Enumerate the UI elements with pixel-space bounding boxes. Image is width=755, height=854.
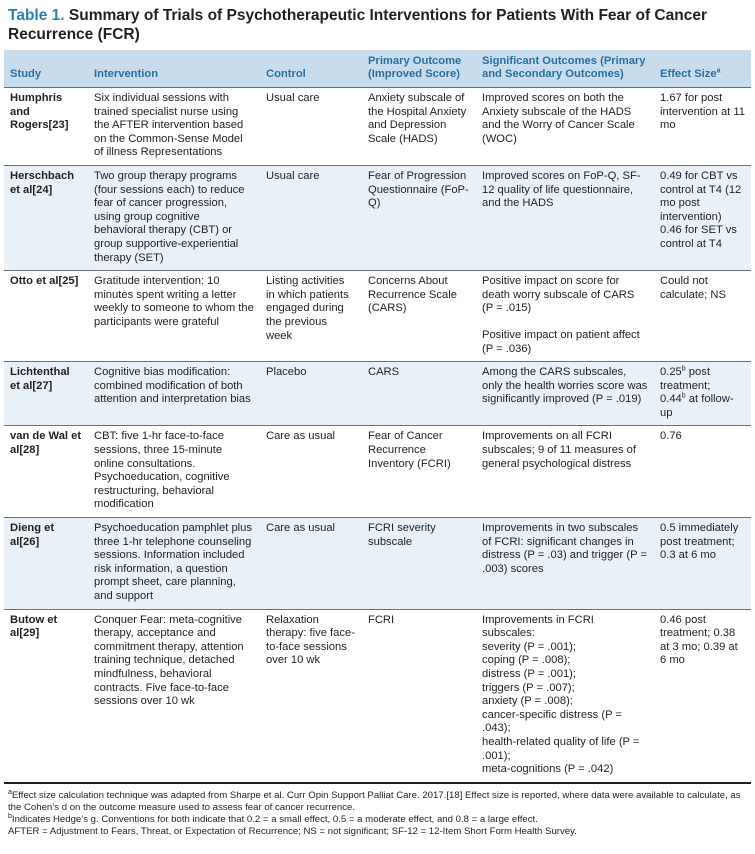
- cell-intervention: Two group therapy programs (four sessions each) to reduce fear of cancer progression, using group cognitive behavioral therapy (CBT) or group supportive-experiential therapy (SET): [94, 169, 245, 264]
- cell-primary: FCRI: [368, 613, 395, 626]
- cell-effect: 1.67 for post intervention at 11 mo: [660, 92, 745, 132]
- cell-outcomes: Improved scores on both the Anxiety subscale of the HADS and the Worry of Cancer Scale (WOC): [482, 92, 635, 145]
- table-title-text: Summary of Trials of Psychotherapeutic Interventions for Patients With Fear of Cancer Recurrence (FCR): [8, 7, 707, 43]
- header-row: [4, 50, 751, 88]
- cell-primary: FCRI severity subscale: [368, 522, 436, 548]
- cell-control: Listing activities in which patients engaged during the previous week: [266, 275, 349, 342]
- cell-study: Lichtenthal et al[27]: [10, 366, 70, 392]
- cell-outcomes: Improvements in two subscales of FCRI: significant changes in distress (P = .03) and trigger (P = .003) scores: [482, 522, 647, 575]
- header-control: Control: [266, 68, 306, 80]
- cell-effect: 0.49 for CBT vs control at T4 (12 mo post intervention) 0.46 for SET vs control at T4: [660, 169, 742, 250]
- trials-table: [4, 50, 751, 783]
- cell-outcomes: Improvements on all FCRI subscales; 9 of 11 measures of general psychological distress: [482, 430, 637, 470]
- cell-outcomes: Among the CARS subscales, only the health worries score was significantly improved (P = .019): [482, 366, 648, 406]
- cell-control: Usual care: [266, 169, 320, 182]
- cell-intervention: Cognitive bias modification: combined modification of both attention and interpretation bias: [94, 366, 251, 406]
- header-intervention: Intervention: [94, 68, 159, 80]
- cell-study: Humphris and Rogers[23]: [10, 92, 69, 132]
- cell-outcomes: Improvements in FCRI subscales: severity (P = .001); coping (P = .008); distress (P = .001); triggers (P = .007); anxiety (P = .008); cancer-specific distress (P = .043); health-related quality of life (P = .001); meta-cognitions (P = .042): [482, 613, 640, 776]
- cell-control: Placebo: [266, 366, 307, 379]
- table-title: [8, 6, 747, 44]
- header-primary-outcome: Primary Outcome (Improved Score): [368, 55, 462, 80]
- cell-primary: Anxiety subscale of the Hospital Anxiety and Depression Scale (HADS): [368, 92, 467, 145]
- table-row: [4, 518, 751, 610]
- footnote-b: $^b$Indicates Hedge’s g. Conventions for both indicate that 0.2 = a small effect, 0.5 = a moderate effect, and 0.8 = a large effect.: [8, 812, 538, 826]
- cell-primary: Fear of Cancer Recurrence Inventory (FCRI): [368, 430, 451, 470]
- cell-effect: Could not calculate; NS: [660, 275, 726, 301]
- cell-outcomes: Improved scores on FoP-Q, SF-12 quality of life questionnaire, and the HADS: [482, 169, 641, 210]
- header-study: Study: [10, 68, 42, 80]
- table-row: [4, 271, 751, 362]
- table-row: [4, 609, 751, 782]
- footnote-a: $^a$Effect size calculation technique was adapted from Sharpe et al. Curr Opin Support Palliat Care. 2017.[18] Effect size is reported, where data were available to calculate, as the Cohen’s d on the outcome measure used to assess fear of cancer recurrence.: [8, 788, 741, 813]
- cell-effect: 0.46 post treatment; 0.38 at 3 mo; 0.39 at 6 mo: [660, 613, 738, 667]
- cell-control: Usual care: [266, 92, 320, 104]
- cell-intervention: Six individual sessions with trained specialist nurse using the AFTER intervention based on the Common-Sense Model of illness Representations: [94, 92, 244, 159]
- cell-study: Otto et al[25]: [10, 275, 79, 288]
- cell-control: Care as usual: [266, 522, 336, 535]
- cell-intervention: CBT: five 1-hr face-to-face sessions, three 15-minute online consultations. Psychoeducation, cognitive restructuring, behavioral modification: [94, 430, 230, 511]
- table-label: Table 1.: [8, 7, 65, 24]
- cell-study: van de Wal et al[28]: [10, 430, 82, 457]
- cell-intervention: Psychoeducation pamphlet plus three 1-hr telephone counseling sessions. Information included risk information, a question prompt sheet, care planning, and support: [94, 522, 252, 602]
- cell-primary: CARS: [368, 366, 400, 379]
- footnotes: [4, 783, 751, 839]
- table-row: [4, 165, 751, 270]
- table-row: [4, 362, 751, 426]
- cell-study: Dieng et al[26]: [10, 522, 55, 548]
- cell-study: Butow et al[29]: [10, 613, 58, 640]
- cell-primary: Concerns About Recurrence Scale (CARS): [368, 275, 457, 315]
- table-row: [4, 426, 751, 518]
- cell-effect: 0.25$^b$ post treatment; 0.44$^b$ at follow-up: [660, 365, 734, 419]
- cell-effect: 0.5 immediately post treatment; 0.3 at 6 mo: [660, 522, 739, 562]
- cell-control: Relaxation therapy: five face-to-face sessions over 10 wk: [266, 613, 355, 667]
- table-row: [4, 88, 751, 166]
- outcome-text: Positive impact on score for death worry subscale of CARS (P = .015): [482, 275, 635, 315]
- cell-control: Care as usual: [266, 430, 336, 443]
- cell-study: Herschbach et al[24]: [10, 169, 75, 196]
- outcome-text-2: Positive impact on patient affect (P = .036): [482, 328, 640, 355]
- cell-primary: Fear of Progression Questionnaire (FoP-Q): [368, 169, 469, 210]
- cell-outcomes: [476, 271, 654, 362]
- cell-effect: 0.76: [660, 430, 682, 443]
- footnote-abbreviations: AFTER = Adjustment to Fears, Threat, or Expectation of Recurrence; NS = not significant; SF-12 = 12-Item Short Form Health Survey.: [8, 826, 577, 838]
- header-effect-size: Effect Size$^a$: [660, 67, 721, 80]
- cell-intervention: Gratitude intervention: 10 minutes spent writing a letter weekly to someone to whom the participants were grateful: [94, 275, 254, 328]
- cell-intervention: Conquer Fear: meta-cognitive therapy, acceptance and commitment therapy, attention training technique, detached mindfulness, behavioral contracts. Five face-to-face sessions over 10 wk: [94, 613, 244, 708]
- header-significant-outcomes: Significant Outcomes (Primary and Secondary Outcomes): [482, 55, 646, 80]
